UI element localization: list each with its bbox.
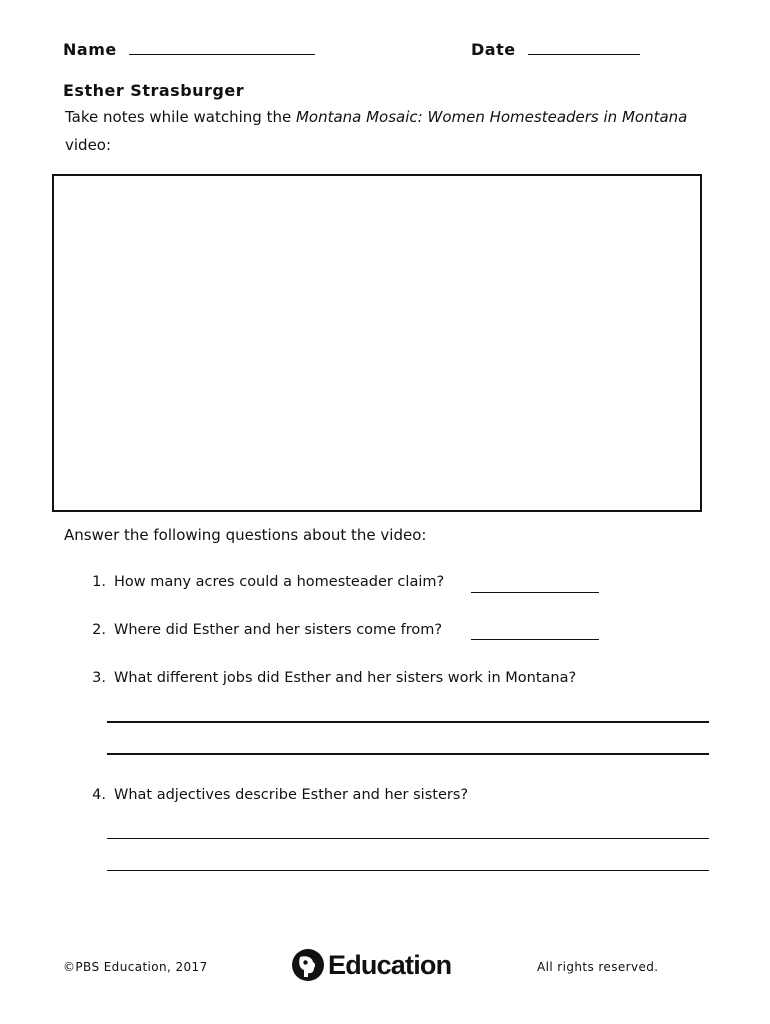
- questions-intro: Answer the following questions about the video:: [64, 526, 427, 544]
- pbs-head-icon: [291, 948, 325, 982]
- answer-line-2[interactable]: [471, 639, 599, 640]
- name-field: [63, 40, 315, 59]
- answer-line-3a[interactable]: [107, 721, 709, 723]
- name-blank[interactable]: [129, 40, 315, 55]
- question-3: [84, 670, 576, 686]
- question-number: 3.: [92, 670, 106, 686]
- answer-line-4b[interactable]: [107, 870, 709, 871]
- notes-box[interactable]: [52, 174, 702, 512]
- date-label: Date: [471, 40, 516, 59]
- instructions: [65, 103, 705, 159]
- page-title: Esther Strasburger: [63, 81, 245, 100]
- video-title: Montana Mosaic: Women Homesteaders in Montana: [295, 108, 688, 126]
- footer-copyright: ©PBS Education, 2017: [63, 960, 208, 974]
- date-field: [471, 40, 640, 59]
- date-blank[interactable]: [528, 40, 640, 55]
- question-text: What adjectives describe Esther and her sisters?: [114, 787, 469, 803]
- pbs-education-logo: [291, 947, 451, 983]
- answer-line-4a[interactable]: [107, 838, 709, 839]
- answer-line-1[interactable]: [471, 592, 599, 593]
- question-number: 4.: [92, 787, 106, 803]
- question-text: What different jobs did Esther and her sisters work in Montana?: [114, 670, 577, 686]
- instructions-suffix: video:: [65, 136, 112, 154]
- question-1: [84, 574, 444, 590]
- question-number: 1.: [92, 574, 106, 590]
- question-2: [84, 622, 442, 638]
- footer-rights: All rights reserved.: [537, 960, 659, 974]
- instructions-prefix: Take notes while watching the: [65, 108, 296, 126]
- question-text: Where did Esther and her sisters come from?: [114, 622, 443, 638]
- question-4: [84, 787, 468, 803]
- answer-line-3b[interactable]: [107, 753, 709, 755]
- name-label: Name: [63, 40, 117, 59]
- question-text: How many acres could a homesteader claim?: [114, 574, 445, 590]
- logo-text: Education: [328, 949, 452, 980]
- question-number: 2.: [92, 622, 106, 638]
